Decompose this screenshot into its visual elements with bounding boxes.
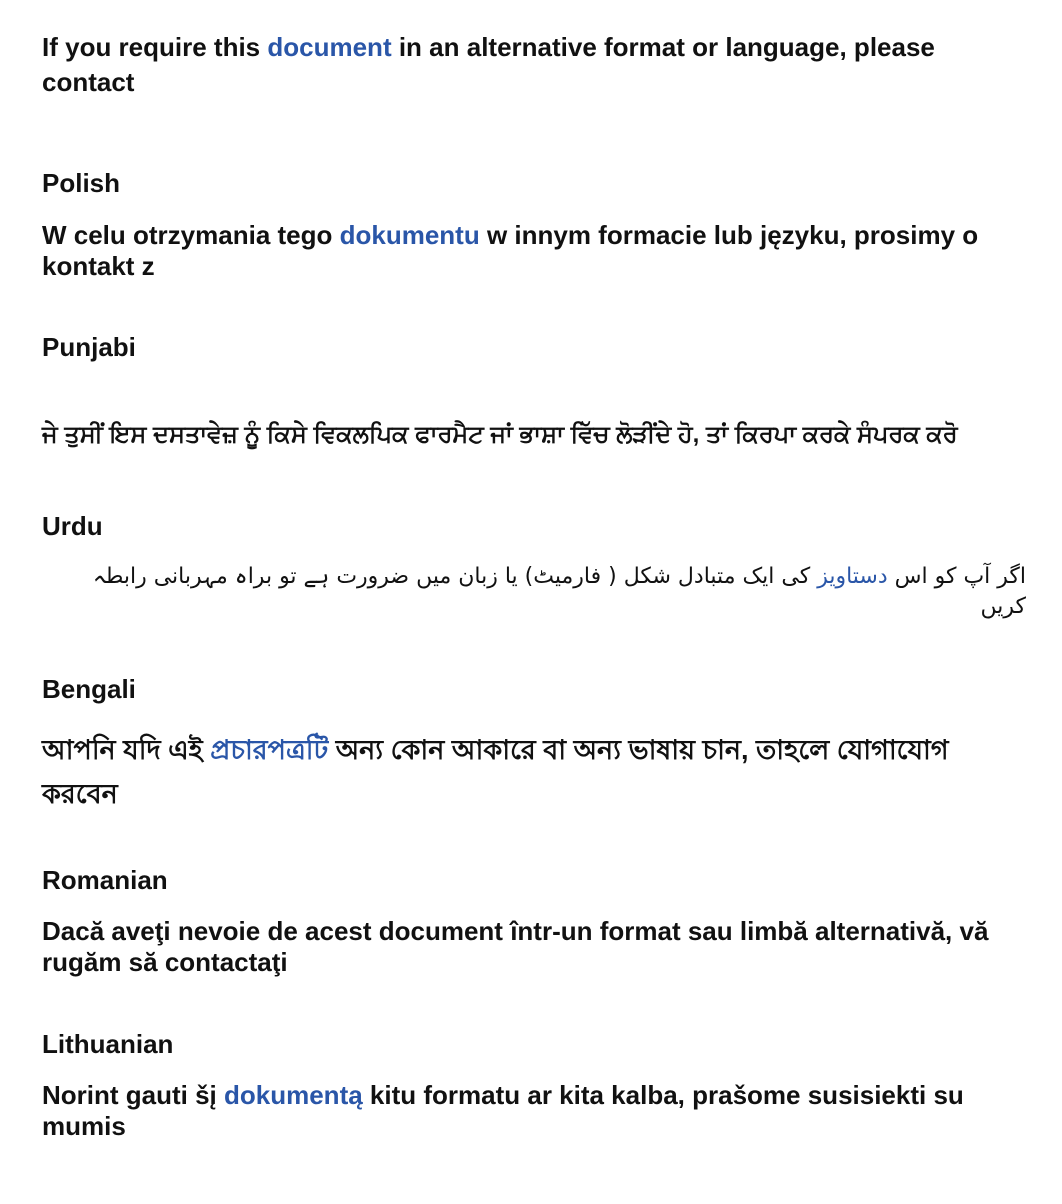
paragraph-polish xyxy=(42,220,1022,282)
bengali-text-end: অন্য কোন আকারে বা অন্য ভাষায় চান, তাহলে যোগাযোগ করবেন xyxy=(42,735,949,809)
paragraph-urdu xyxy=(80,562,1026,622)
polish-text-end: w innym formacie lub języku, prosimy o kontakt z xyxy=(42,220,979,281)
paragraph-bengali xyxy=(42,728,1022,816)
intro-document-link[interactable]: document xyxy=(267,32,392,62)
urdu-text-start: اگر آپ کو اس xyxy=(887,564,1026,589)
heading-romanian: Romanian xyxy=(42,865,168,895)
heading-lithuanian: Lithuanian xyxy=(42,1029,174,1059)
lithuanian-text-end: kitu formatu ar kita kalba, prašome susisiekti su mumis xyxy=(42,1080,964,1141)
bengali-text-start: আপনি যদি এই xyxy=(42,735,211,765)
heading-urdu: Urdu xyxy=(42,511,103,541)
urdu-text-end: کی ایک متبادل شکل ( فارمیٹ) یا زبان میں ضرورت ہے تو براہ مہربانی رابطہ کریں xyxy=(92,564,1026,619)
paragraph-punjabi: ਜੇ ਤੁਸੀਂ ਇਸ ਦਸਤਾਵੇਜ਼ ਨੂੰ ਕਿਸੇ ਵਿਕਲਪਿਕ ਫਾਰਮੈਟ ਜਾਂ ਭਾਸ਼ਾ ਵਿੱਚ ਲੋੜੀਂਦੇ ਹੋ, ਤਾਂ ਕਿਰਪਾ ਕਰਕੇ ਸੰਪਰਕ ਕਰੋ xyxy=(42,421,958,448)
intro-text-end: in an alternative format or language, please contact xyxy=(42,32,935,97)
urdu-document-link[interactable]: دستاویز xyxy=(817,564,888,589)
intro-paragraph xyxy=(42,30,1022,100)
lithuanian-text-start: Norint gauti šį xyxy=(42,1080,224,1110)
bengali-document-link[interactable]: প্রচারপত্রটি xyxy=(210,735,329,765)
lithuanian-document-link[interactable]: dokumentą xyxy=(224,1080,363,1110)
intro-text-start: If you require this xyxy=(42,32,268,62)
polish-text-start: W celu otrzymania tego xyxy=(42,220,340,250)
heading-punjabi: Punjabi xyxy=(42,332,136,362)
polish-document-link[interactable]: dokumentu xyxy=(339,220,480,250)
heading-bengali: Bengali xyxy=(42,674,136,704)
heading-polish: Polish xyxy=(42,168,121,198)
paragraph-lithuanian xyxy=(42,1080,1022,1142)
paragraph-romanian: Dacă aveţi nevoie de acest document într-un format sau limbă alternativă, vă rugăm să contactaţi xyxy=(42,916,989,977)
